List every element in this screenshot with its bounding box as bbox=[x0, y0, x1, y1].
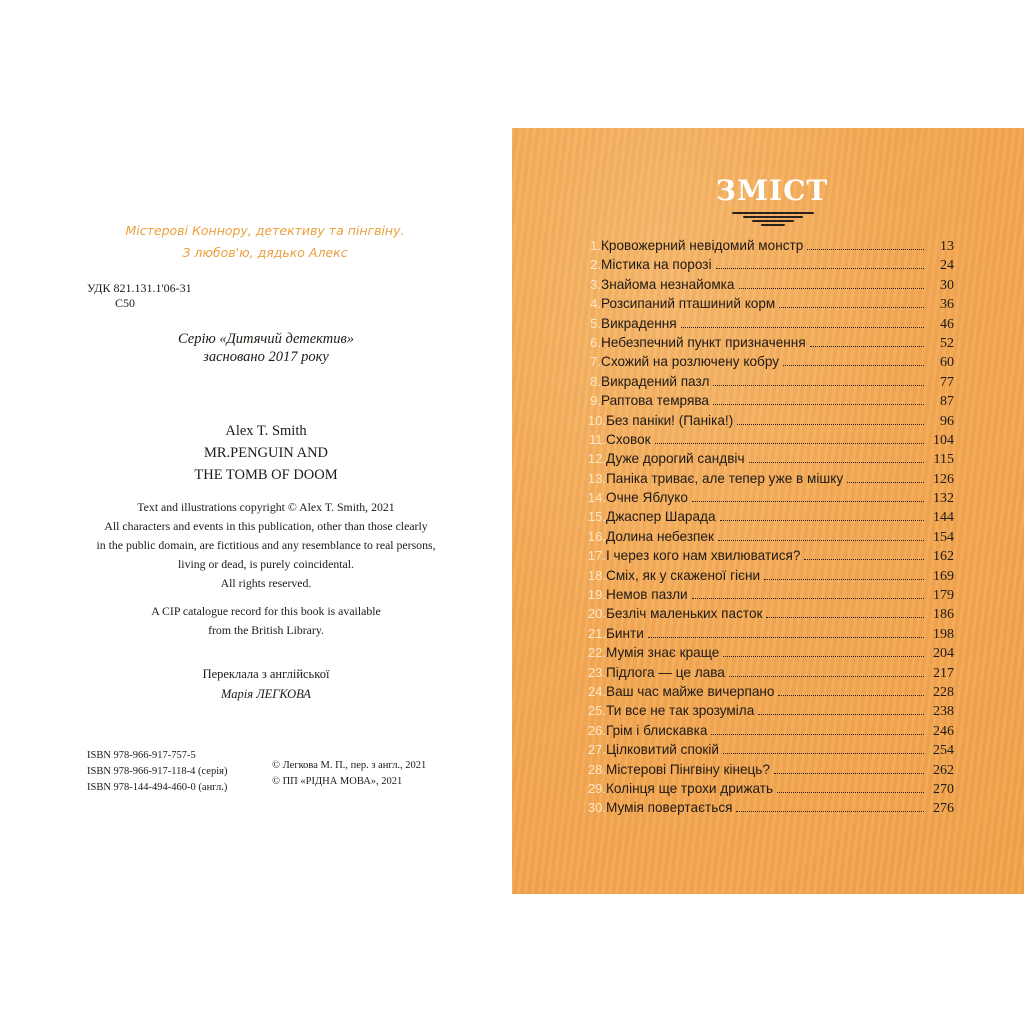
chapter-page: 154 bbox=[933, 529, 954, 545]
chapter-number: 1. bbox=[590, 238, 601, 253]
chapter-title: Знайома незнайомка bbox=[601, 276, 735, 292]
original-title-line: THE TOMB OF DOOM bbox=[194, 467, 338, 483]
chapter-page: 132 bbox=[933, 491, 954, 507]
dot-leader bbox=[681, 327, 924, 328]
chapter-page: 60 bbox=[940, 355, 954, 371]
dot-leader bbox=[648, 637, 924, 638]
toc-row bbox=[582, 255, 954, 274]
toc-row bbox=[582, 663, 954, 682]
dot-leader bbox=[766, 617, 924, 618]
chapter-title: Паніка триває, але тепер уже в мішку bbox=[606, 470, 844, 486]
toc-row bbox=[582, 604, 954, 623]
dot-leader bbox=[729, 676, 924, 677]
translated-by: Переклала з англійської bbox=[202, 667, 330, 681]
chapter-number: 11. bbox=[588, 431, 606, 447]
chapter-title: Кровожерний невідомий монстр bbox=[601, 238, 804, 253]
toc-row bbox=[582, 585, 954, 604]
copyright-line: Text and illustrations copyright © Alex T. Smith, 2021 bbox=[137, 500, 395, 514]
isbn-line: ISBN 978-966-917-118-4 (серія) bbox=[87, 766, 228, 777]
cip-line: from the British Library. bbox=[208, 623, 324, 637]
toc-row bbox=[582, 740, 954, 759]
chapter-title: Викрадення bbox=[601, 315, 677, 331]
chapter-title: Цілковитий спокій bbox=[606, 742, 719, 758]
chapter-number: 4. bbox=[590, 296, 601, 312]
chapter-page: 162 bbox=[933, 549, 954, 565]
dedication bbox=[100, 220, 430, 264]
chapter-number: 14. bbox=[587, 490, 606, 506]
udk-block bbox=[87, 281, 192, 311]
chapter-title: І через кого нам хвилюватися? bbox=[606, 548, 801, 564]
toc-row bbox=[582, 236, 954, 255]
toc-row bbox=[582, 294, 954, 313]
toc-row bbox=[582, 566, 954, 585]
chapter-number: 2. bbox=[590, 257, 601, 273]
series-line: засновано 2017 року bbox=[203, 349, 329, 365]
dot-leader bbox=[807, 249, 924, 250]
chapter-number: 16. bbox=[587, 528, 606, 544]
chapter-title: Небезпечний пункт призначення bbox=[601, 334, 806, 350]
chapter-title: Дуже дорогий сандвіч bbox=[606, 451, 745, 467]
chapter-title: Джаспер Шарада bbox=[606, 509, 716, 525]
rights-line: © Легкова М. П., пер. з англ., 2021 bbox=[272, 760, 427, 771]
contents-page bbox=[512, 128, 1024, 894]
dot-leader bbox=[783, 365, 924, 366]
chapter-title: Сховок bbox=[606, 431, 651, 447]
chapter-page: 36 bbox=[940, 297, 954, 313]
table-of-contents bbox=[582, 236, 954, 818]
copyright-line: All characters and events in this publication, other than those clearly bbox=[104, 519, 428, 533]
dot-leader bbox=[739, 288, 925, 289]
chapter-number: 19. bbox=[587, 587, 606, 603]
dot-leader bbox=[736, 811, 924, 812]
chapter-title: Містика на порозі bbox=[601, 257, 712, 273]
dot-leader bbox=[723, 656, 924, 657]
dedication-line: З любов'ю, дядько Алекс bbox=[182, 245, 348, 260]
chapter-number: 7. bbox=[590, 354, 601, 370]
chapter-page: 276 bbox=[933, 801, 954, 817]
title-ornament-icon bbox=[732, 212, 814, 228]
toc-row bbox=[582, 275, 954, 294]
chapter-number: 8. bbox=[590, 373, 601, 389]
chapter-number: 18. bbox=[587, 567, 606, 583]
chapter-number: 22. bbox=[587, 645, 606, 661]
chapter-page: 254 bbox=[933, 743, 954, 759]
toc-row bbox=[582, 779, 954, 798]
chapter-number: 27. bbox=[587, 742, 606, 758]
dot-leader bbox=[655, 443, 924, 444]
chapter-page: 52 bbox=[940, 335, 954, 351]
toc-row bbox=[582, 701, 954, 720]
original-edition bbox=[90, 420, 442, 486]
toc-row bbox=[582, 546, 954, 565]
copyright-line: All rights reserved. bbox=[220, 576, 312, 590]
isbn-block bbox=[87, 748, 227, 796]
toc-row bbox=[582, 314, 954, 333]
original-title-line: MR.PENGUIN AND bbox=[203, 445, 329, 461]
chapter-title: Підлога — це лава bbox=[606, 664, 725, 680]
dot-leader bbox=[810, 346, 924, 347]
series-line: Серію «Дитячий детектив» bbox=[177, 331, 354, 347]
toc-row bbox=[582, 430, 954, 449]
chapter-number: 23. bbox=[587, 664, 606, 680]
chapter-page: 77 bbox=[940, 374, 954, 390]
chapter-number: 3. bbox=[590, 276, 601, 292]
author-name: Alex T. Smith bbox=[225, 423, 307, 439]
dot-leader bbox=[804, 559, 924, 560]
chapter-title: Ти все не так зрозуміла bbox=[606, 703, 755, 719]
chapter-number: 13. bbox=[587, 470, 606, 486]
translator-block bbox=[90, 664, 442, 704]
chapter-number: 9. bbox=[590, 393, 601, 409]
chapter-number: 30. bbox=[587, 800, 606, 816]
dot-leader bbox=[777, 792, 924, 793]
contents-title: ЗМІСТ bbox=[715, 174, 829, 207]
chapter-page: 217 bbox=[933, 665, 954, 681]
chapter-number: 24. bbox=[587, 683, 606, 699]
toc-row bbox=[582, 352, 954, 371]
dot-leader bbox=[749, 462, 924, 463]
chapter-page: 204 bbox=[933, 646, 954, 662]
toc-row bbox=[582, 760, 954, 779]
toc-row bbox=[582, 527, 954, 546]
dot-leader bbox=[718, 540, 924, 541]
toc-row bbox=[582, 391, 954, 410]
dot-leader bbox=[847, 482, 924, 483]
translator-name: Марія ЛЕГКОВА bbox=[221, 687, 311, 701]
author-mark: С50 bbox=[115, 296, 136, 310]
chapter-page: 30 bbox=[940, 277, 954, 293]
chapter-title: Мумія повертається bbox=[606, 800, 733, 816]
toc-row bbox=[582, 624, 954, 643]
chapter-title: Немов пазли bbox=[606, 587, 688, 603]
udk-code: УДК 821.131.1'06-31 bbox=[87, 281, 192, 295]
chapter-page: 169 bbox=[933, 568, 954, 584]
chapter-number: 10. bbox=[587, 412, 606, 428]
chapter-title: Безліч маленьких пасток bbox=[606, 606, 763, 622]
dot-leader bbox=[774, 773, 924, 774]
dot-leader bbox=[711, 734, 924, 735]
toc-row bbox=[582, 643, 954, 662]
chapter-page: 246 bbox=[933, 723, 954, 739]
chapter-page: 186 bbox=[933, 607, 954, 623]
dot-leader bbox=[713, 404, 924, 405]
toc-row bbox=[582, 721, 954, 740]
isbn-line: ISBN 978-966-917-757-5 bbox=[87, 750, 196, 761]
toc-row bbox=[582, 488, 954, 507]
toc-row bbox=[582, 469, 954, 488]
toc-row bbox=[582, 333, 954, 352]
dot-leader bbox=[692, 598, 924, 599]
isbn-line: ISBN 978-144-494-460-0 (англ.) bbox=[87, 782, 228, 793]
dot-leader bbox=[716, 268, 924, 269]
rights-line: © ПП «РІДНА МОВА», 2021 bbox=[272, 776, 403, 787]
chapter-number: 20. bbox=[587, 606, 606, 622]
rights-block bbox=[272, 758, 426, 790]
chapter-title: Сміх, як у скаженої гієни bbox=[606, 567, 761, 583]
dot-leader bbox=[778, 695, 924, 696]
cip-record bbox=[80, 602, 452, 640]
dot-leader bbox=[758, 714, 924, 715]
toc-row bbox=[582, 507, 954, 526]
chapter-page: 238 bbox=[933, 704, 954, 720]
toc-row bbox=[582, 798, 954, 817]
chapter-number: 12. bbox=[587, 451, 606, 467]
cip-line: A CIP catalogue record for this book is available bbox=[151, 604, 381, 618]
chapter-title: Мумія знає краще bbox=[606, 645, 720, 661]
chapter-page: 104 bbox=[933, 432, 954, 448]
chapter-page: 96 bbox=[940, 413, 954, 429]
chapter-page: 270 bbox=[933, 781, 954, 797]
dot-leader bbox=[720, 520, 924, 521]
chapter-title: Розсипаний пташиний корм bbox=[601, 296, 776, 312]
chapter-title: Долина небезпек bbox=[606, 528, 714, 544]
dedication-line: Містерові Коннору, детективу та пінгвіну. bbox=[125, 223, 405, 238]
chapter-page: 115 bbox=[933, 452, 954, 468]
chapter-page: 198 bbox=[933, 626, 954, 642]
chapter-page: 126 bbox=[933, 471, 954, 487]
chapter-title: Раптова темрява bbox=[601, 393, 709, 409]
toc-row bbox=[582, 372, 954, 391]
toc-row bbox=[582, 449, 954, 468]
chapter-number: 28. bbox=[587, 761, 606, 777]
series-note bbox=[90, 330, 442, 366]
chapter-number: 17. bbox=[587, 548, 606, 564]
chapter-title: Викрадений пазл bbox=[601, 373, 710, 389]
chapter-page: 144 bbox=[933, 510, 954, 526]
chapter-page: 46 bbox=[940, 316, 954, 332]
chapter-number: 29. bbox=[587, 780, 606, 796]
dot-leader bbox=[764, 579, 924, 580]
toc-row bbox=[582, 411, 954, 430]
dot-leader bbox=[737, 424, 924, 425]
chapter-title: Бинти bbox=[606, 625, 644, 641]
chapter-title: Ваш час майже вичерпано bbox=[606, 683, 775, 699]
chapter-number: 6. bbox=[590, 334, 601, 350]
chapter-title: Грім і блискавка bbox=[606, 722, 708, 738]
dot-leader bbox=[779, 307, 924, 308]
dot-leader bbox=[692, 501, 924, 502]
chapter-number: 21. bbox=[587, 625, 606, 641]
chapter-page: 24 bbox=[940, 258, 954, 274]
chapter-title: Колінця ще трохи дрижать bbox=[606, 780, 774, 796]
copyright-line: in the public domain, are fictitious and any resemblance to real persons, bbox=[96, 538, 436, 552]
chapter-number: 25. bbox=[587, 703, 606, 719]
chapter-page: 179 bbox=[933, 588, 954, 604]
chapter-title: Схожий на розлючену кобру bbox=[601, 354, 780, 370]
chapter-number: 15. bbox=[587, 509, 606, 525]
copyright-notice bbox=[60, 498, 472, 593]
chapter-title: Містерові Пінгвіну кінець? bbox=[606, 761, 770, 777]
dot-leader bbox=[713, 385, 924, 386]
chapter-number: 5. bbox=[590, 315, 601, 331]
chapter-title: Очне Яблуко bbox=[606, 490, 688, 506]
dot-leader bbox=[723, 753, 924, 754]
chapter-page: 13 bbox=[940, 239, 954, 254]
toc-row bbox=[582, 682, 954, 701]
chapter-page: 228 bbox=[933, 684, 954, 700]
chapter-number: 26. bbox=[587, 722, 606, 738]
chapter-page: 262 bbox=[933, 762, 954, 778]
chapter-title: Без паніки! (Паніка!) bbox=[606, 412, 734, 428]
copyright-line: living or dead, is purely coincidental. bbox=[178, 557, 354, 571]
chapter-page: 87 bbox=[940, 394, 954, 410]
